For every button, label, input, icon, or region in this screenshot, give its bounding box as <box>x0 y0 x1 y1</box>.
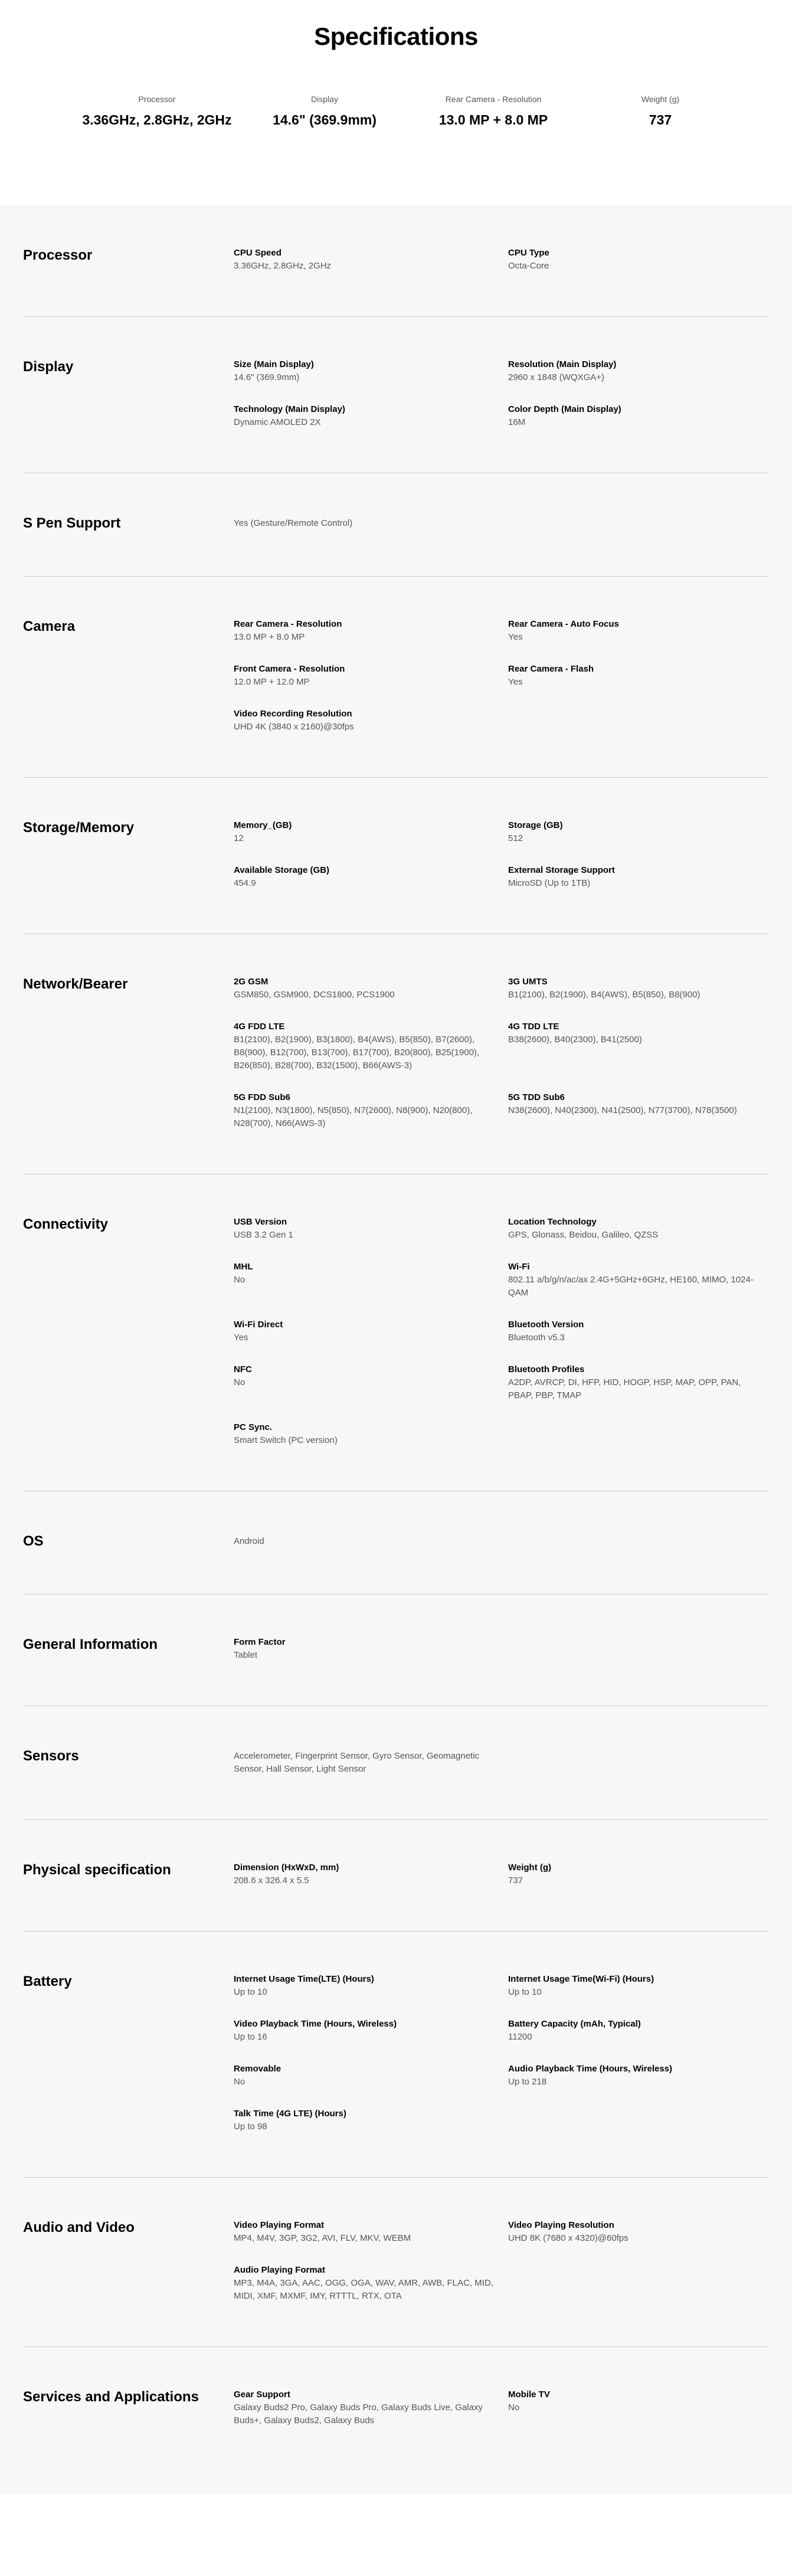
spec-item <box>234 2063 508 2089</box>
spec-value: 12 <box>234 833 244 843</box>
spec-label: 4G FDD LTE <box>234 1022 285 1032</box>
spec-section-sensors <box>23 1706 769 1820</box>
section-title: Camera <box>23 618 76 634</box>
spec-value: N1(2100), N3(1800), N5(850), N7(2600), N8(900), N20(800), N28(700), N66(AWS-3) <box>234 1105 473 1128</box>
spec-grid <box>234 819 769 890</box>
spec-grid <box>234 2388 769 2427</box>
section-title: Sensors <box>23 1748 79 1764</box>
section-title: OS <box>23 1533 44 1549</box>
spec-grid <box>234 976 769 1130</box>
spec-value: 454.9 <box>234 878 256 888</box>
spec-item <box>234 247 508 273</box>
spec-label: Rear Camera - Flash <box>508 664 594 674</box>
summary-label: Rear Camera - Resolution <box>445 94 542 104</box>
spec-grid <box>234 1861 769 1887</box>
spec-label: Wi-Fi Direct <box>234 1320 283 1330</box>
spec-grid <box>234 358 769 429</box>
spec-label: Audio Playback Time (Hours, Wireless) <box>508 2064 673 2074</box>
spec-value: 13.0 MP + 8.0 MP <box>234 632 305 642</box>
spec-label: 5G TDD Sub6 <box>508 1092 565 1102</box>
spec-item <box>234 403 508 429</box>
spec-label: PC Sync. <box>234 1422 273 1432</box>
spec-section-display <box>23 317 769 473</box>
spec-value: Yes <box>508 677 523 687</box>
spec-label: Memory_(GB) <box>234 820 292 830</box>
spec-item <box>508 1973 768 1999</box>
summary-value: 13.0 MP + 8.0 MP <box>438 112 548 127</box>
spec-section-battery <box>23 1932 769 2178</box>
spec-item <box>508 1091 768 1130</box>
spec-value: Dynamic AMOLED 2X <box>234 417 321 427</box>
specs-header <box>0 0 792 205</box>
spec-value: Up to 10 <box>508 1987 542 1997</box>
spec-item <box>508 819 768 845</box>
spec-value: 11200 <box>508 2032 532 2042</box>
spec-label: Location Technology <box>508 1217 597 1227</box>
spec-item <box>234 1091 508 1130</box>
spec-grid <box>234 1973 769 2133</box>
spec-item <box>234 1747 508 1776</box>
spec-value: Up to 218 <box>508 2077 547 2087</box>
spec-label: MHL <box>234 1262 253 1272</box>
spec-label: Mobile TV <box>508 2390 550 2400</box>
spec-value: No <box>234 1275 246 1285</box>
spec-item <box>508 1318 768 1344</box>
spec-label: 3G UMTS <box>508 977 548 987</box>
spec-label: Weight (g) <box>508 1863 552 1873</box>
key-specs-summary <box>0 94 792 142</box>
spec-section-general-information <box>23 1595 769 1706</box>
spec-value: B1(2100), B2(1900), B3(1800), B4(AWS), B5(850), B7(2600), B8(900), B12(700), B13(700), B17(700), B20(800), B25(1900), B26(850), B28(700), B32(1500), B66(AWS-3) <box>234 1035 480 1071</box>
spec-value: 512 <box>508 833 523 843</box>
section-title: Display <box>23 359 74 375</box>
spec-value: N38(2600), N40(2300), N41(2500), N77(3700), N78(3500) <box>508 1105 737 1115</box>
spec-value: No <box>234 1377 246 1387</box>
spec-grid <box>234 618 769 734</box>
spec-label: External Storage Support <box>508 865 615 875</box>
summary-display <box>236 94 413 128</box>
spec-value: USB 3.2 Gen 1 <box>234 1230 293 1240</box>
page-title: Specifications <box>314 22 478 50</box>
spec-label: Video Playing Resolution <box>508 2220 614 2230</box>
spec-grid <box>234 1747 769 1776</box>
spec-label: 2G GSM <box>234 977 269 987</box>
spec-label: Dimension (HxWxD, mm) <box>234 1863 339 1873</box>
spec-item <box>234 1533 508 1550</box>
spec-grid <box>234 2219 769 2303</box>
spec-item <box>234 2388 508 2427</box>
spec-value: MicroSD (Up to 1TB) <box>508 878 591 888</box>
spec-item <box>508 2388 768 2427</box>
spec-label: Size (Main Display) <box>234 359 314 369</box>
spec-section-network-bearer <box>23 934 769 1174</box>
spec-item <box>234 2018 508 2044</box>
section-title: Processor <box>23 247 93 263</box>
summary-processor <box>68 94 246 128</box>
spec-label: Internet Usage Time(LTE) (Hours) <box>234 1974 374 1984</box>
spec-label: Storage (GB) <box>508 820 563 830</box>
summary-label: Display <box>311 94 338 104</box>
spec-label: Video Recording Resolution <box>234 709 352 719</box>
summary-value: 737 <box>649 112 672 127</box>
spec-value: Tablet <box>234 1650 258 1660</box>
spec-label: Form Factor <box>234 1637 286 1647</box>
spec-item <box>508 1216 768 1242</box>
spec-item <box>508 2063 768 2089</box>
spec-item <box>234 618 508 644</box>
spec-value: B1(2100), B2(1900), B4(AWS), B5(850), B8(900) <box>508 990 701 1000</box>
spec-item <box>234 1261 508 1300</box>
spec-label: Internet Usage Time(Wi-Fi) (Hours) <box>508 1974 654 1984</box>
spec-item <box>234 1636 508 1662</box>
spec-section-camera <box>23 577 769 778</box>
spec-grid <box>234 247 769 273</box>
spec-item <box>234 1421 508 1447</box>
spec-label: Bluetooth Profiles <box>508 1364 585 1374</box>
spec-item <box>234 1973 508 1999</box>
spec-label: Resolution (Main Display) <box>508 359 617 369</box>
spec-grid <box>234 1533 769 1550</box>
spec-item <box>234 708 508 734</box>
spec-value: Up to 10 <box>234 1987 267 1997</box>
summary-rear-camera <box>405 94 582 128</box>
summary-weight <box>572 94 749 128</box>
spec-value: 208.6 x 326.4 x 5.5 <box>234 1875 309 1886</box>
spec-value: Up to 98 <box>234 2122 267 2132</box>
section-title: General Information <box>23 1636 158 1652</box>
spec-value: Yes <box>508 632 523 642</box>
spec-grid <box>234 1216 769 1447</box>
spec-value: Galaxy Buds2 Pro, Galaxy Buds Pro, Galaxy Buds Live, Galaxy Buds+, Galaxy Buds2, Galaxy Buds <box>234 2402 483 2426</box>
spec-value: 737 <box>508 1875 523 1886</box>
spec-label: Gear Support <box>234 2390 290 2400</box>
spec-section-processor <box>23 205 769 317</box>
spec-label: Technology (Main Display) <box>234 404 345 414</box>
section-title: Connectivity <box>23 1216 109 1232</box>
spec-item <box>508 2018 768 2044</box>
spec-value: MP3, M4A, 3GA, AAC, OGG, OGA, WAV, AMR, AWB, FLAC, MID, MIDI, XMF, MXMF, IMY, RTTTL, RTX, OTA <box>234 2278 493 2301</box>
spec-value: A2DP, AVRCP, DI, HFP, HID, HOGP, HSP, MAP, OPP, PAN, PBAP, PBP, TMAP <box>508 1377 741 1400</box>
spec-item <box>508 618 768 644</box>
spec-label: Front Camera - Resolution <box>234 664 345 674</box>
spec-value: Octa-Core <box>508 261 549 271</box>
spec-item <box>234 1216 508 1242</box>
spec-value: GSM850, GSM900, DCS1800, PCS1900 <box>234 990 395 1000</box>
spec-item <box>234 1318 508 1344</box>
spec-item <box>508 663 768 689</box>
spec-item <box>234 358 508 384</box>
section-title: Audio and Video <box>23 2220 135 2235</box>
spec-item <box>234 2107 508 2133</box>
spec-label: CPU Speed <box>234 248 282 258</box>
summary-value: 3.36GHz, 2.8GHz, 2GHz <box>82 112 232 127</box>
spec-item <box>508 976 768 1001</box>
spec-item <box>508 403 768 429</box>
spec-label: Wi-Fi <box>508 1262 530 1272</box>
spec-label: Video Playing Format <box>234 2220 325 2230</box>
spec-label: Audio Playing Format <box>234 2265 326 2275</box>
spec-value: MP4, M4V, 3GP, 3G2, AVI, FLV, MKV, WEBM <box>234 2233 411 2243</box>
section-title: Battery <box>23 1973 72 1989</box>
spec-section-connectivity <box>23 1174 769 1491</box>
spec-item <box>234 1363 508 1402</box>
spec-label: USB Version <box>234 1217 287 1227</box>
spec-section-storage-memory <box>23 778 769 934</box>
spec-value: 3.36GHz, 2.8GHz, 2GHz <box>234 261 332 271</box>
spec-item <box>508 247 768 273</box>
spec-value: 16M <box>508 417 526 427</box>
spec-section-audio-and-video <box>23 2178 769 2347</box>
spec-section-physical-specification <box>23 1820 769 1932</box>
spec-grid <box>234 1636 769 1662</box>
spec-item <box>508 1861 768 1887</box>
spec-value: 802.11 a/b/g/n/ac/ax 2.4G+5GHz+6GHz, HE160, MIMO, 1024-QAM <box>508 1275 754 1298</box>
section-title: S Pen Support <box>23 515 121 531</box>
spec-label: Rear Camera - Resolution <box>234 619 342 629</box>
spec-label: Available Storage (GB) <box>234 865 329 875</box>
spec-value: No <box>234 2077 246 2087</box>
spec-value: Accelerometer, Fingerprint Sensor, Gyro Sensor, Geomagnetic Sensor, Hall Sensor, Light Sensor <box>234 1751 480 1774</box>
spec-value: 14.6" (369.9mm) <box>234 372 300 382</box>
spec-value: B38(2600), B40(2300), B41(2500) <box>508 1035 642 1045</box>
spec-value: Yes <box>234 1333 248 1343</box>
spec-value: Yes (Gesture/Remote Control) <box>234 518 353 528</box>
spec-item <box>234 2264 508 2303</box>
spec-label: 4G TDD LTE <box>508 1022 559 1032</box>
spec-item <box>508 864 768 890</box>
spec-label: Bluetooth Version <box>508 1320 584 1330</box>
spec-value: 2960 x 1848 (WQXGA+) <box>508 372 604 382</box>
spec-label: CPU Type <box>508 248 549 258</box>
section-title: Services and Applications <box>23 2389 199 2405</box>
spec-label: Removable <box>234 2064 282 2074</box>
spec-item <box>508 1020 768 1072</box>
spec-label: NFC <box>234 1364 252 1374</box>
spec-grid <box>234 515 769 532</box>
spec-section-os <box>23 1491 769 1595</box>
spec-value: Up to 16 <box>234 2032 267 2042</box>
section-title: Physical specification <box>23 1862 171 1878</box>
section-title: Storage/Memory <box>23 820 135 836</box>
summary-label: Weight (g) <box>641 94 680 104</box>
spec-value: 12.0 MP + 12.0 MP <box>234 677 310 687</box>
spec-value: Android <box>234 1536 264 1546</box>
spec-value: No <box>508 2402 520 2413</box>
spec-value: UHD 8K (7680 x 4320)@60fps <box>508 2233 629 2243</box>
spec-label: 5G FDD Sub6 <box>234 1092 290 1102</box>
summary-label: Processor <box>138 94 176 104</box>
spec-item <box>234 1861 508 1887</box>
spec-item <box>508 1261 768 1300</box>
spec-item <box>234 663 508 689</box>
spec-item <box>234 2219 508 2245</box>
spec-section-services-and-applications <box>23 2347 769 2471</box>
spec-item <box>234 864 508 890</box>
spec-label: Battery Capacity (mAh, Typical) <box>508 2019 641 2029</box>
spec-item <box>508 2219 768 2245</box>
spec-label: Video Playback Time (Hours, Wireless) <box>234 2019 397 2029</box>
specifications-list <box>0 205 792 2495</box>
spec-item <box>508 1363 768 1402</box>
summary-value: 14.6" (369.9mm) <box>273 112 377 127</box>
spec-section-s-pen-support <box>23 473 769 577</box>
spec-item <box>508 358 768 384</box>
section-title: Network/Bearer <box>23 976 128 992</box>
spec-item <box>234 1020 508 1072</box>
spec-value: Smart Switch (PC version) <box>234 1435 338 1445</box>
spec-label: Color Depth (Main Display) <box>508 404 621 414</box>
spec-value: GPS, Glonass, Beidou, Galileo, QZSS <box>508 1230 659 1240</box>
spec-value: UHD 4K (3840 x 2160)@30fps <box>234 722 354 732</box>
spec-item <box>234 976 508 1001</box>
spec-item <box>234 515 508 532</box>
spec-value: Bluetooth v5.3 <box>508 1333 565 1343</box>
spec-label: Rear Camera - Auto Focus <box>508 619 619 629</box>
spec-label: Talk Time (4G LTE) (Hours) <box>234 2109 346 2119</box>
spec-item <box>234 819 508 845</box>
